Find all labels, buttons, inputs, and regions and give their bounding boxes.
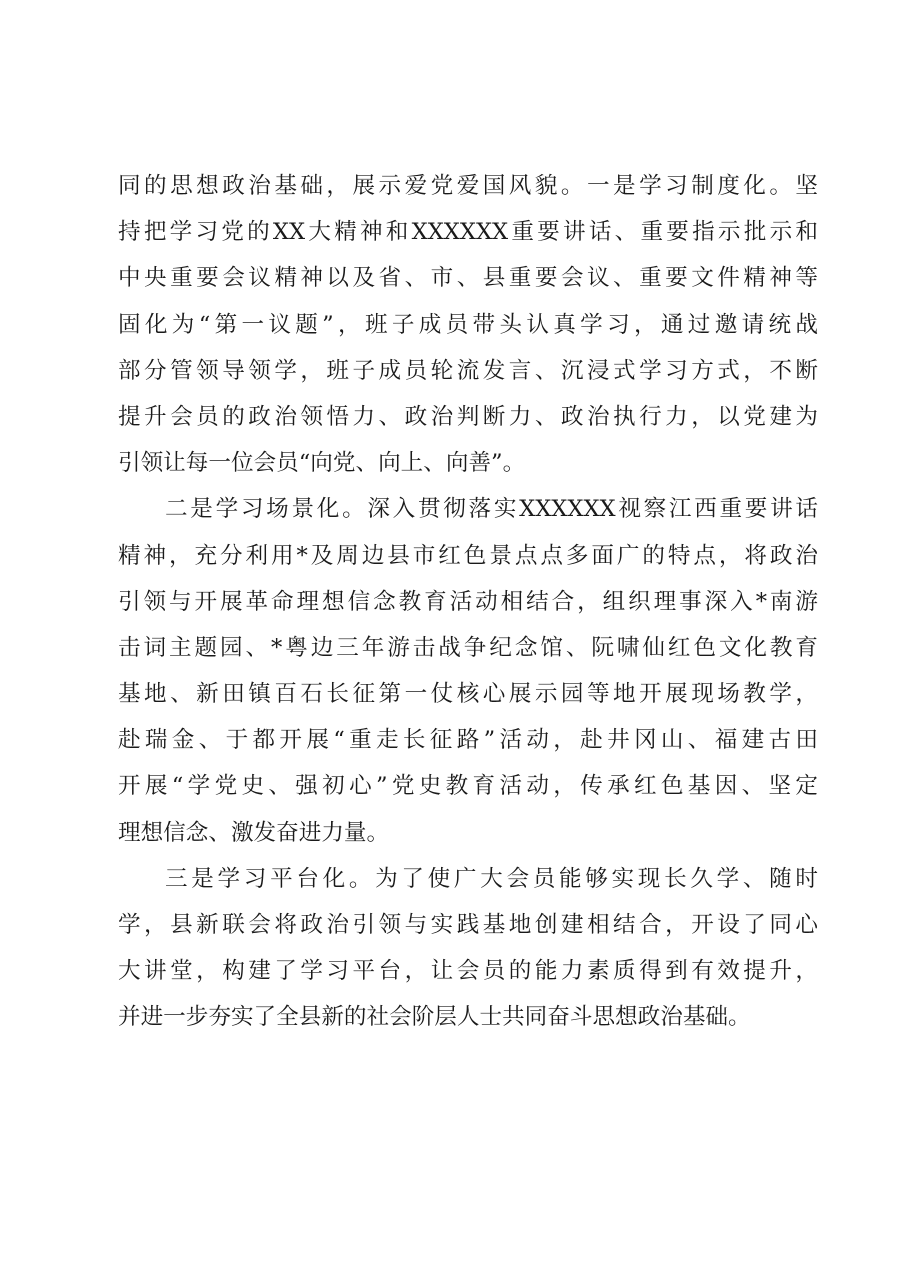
text-line: 中央重要会议精神以及省、市、县重要会议、重要文件精神等 xyxy=(118,265,818,292)
text-line: 固化为“第一议题”，班子成员带头认真学习，通过邀请统战 xyxy=(118,311,818,338)
text-line: 并进一步夯实了全县新的社会阶层人士共同奋斗思想政治基础。 xyxy=(118,1004,751,1031)
text-line: 理想信念、激发奋进力量。 xyxy=(118,819,390,846)
text-line: 击词主题园、*粤边三年游击战争纪念馆、阮啸仙红色文化教育 xyxy=(118,634,818,661)
text-line: 基地、新田镇百石长征第一仗核心展示园等地开展现场教学， xyxy=(118,681,818,708)
body-text xyxy=(118,163,818,1041)
text-line: 三是学习平台化。为了使广大会员能够实现长久学、随时 xyxy=(165,865,818,892)
paragraph-1 xyxy=(118,163,818,486)
text-line: 部分管领导领学，班子成员轮流发言、沉浸式学习方式，不断 xyxy=(118,357,818,384)
text-line: 提升会员的政治领悟力、政治判断力、政治执行力，以党建为 xyxy=(118,403,818,430)
text-line: 精神，充分利用*及周边县市红色景点点多面广的特点，将政治 xyxy=(118,542,818,569)
paragraph-2 xyxy=(118,486,818,856)
text-line: 引领与开展革命理想信念教育活动相结合，组织理事深入*南游 xyxy=(118,588,818,615)
paragraph-3 xyxy=(118,856,818,1041)
text-line: 赴瑞金、于都开展“重走长征路”活动，赴井冈山、福建古田 xyxy=(118,727,818,754)
text-line: 大讲堂，构建了学习平台，让会员的能力素质得到有效提升， xyxy=(118,958,818,985)
text-line: 二是学习场景化。深入贯彻落实XXXXXX视察江西重要讲话 xyxy=(165,496,818,523)
text-line: 引领让每一位会员“向党、向上、向善”。 xyxy=(118,450,526,477)
text-line: 持把学习党的XX大精神和XXXXXX重要讲话、重要指示批示和 xyxy=(118,219,818,246)
text-line: 学，县新联会将政治引领与实践基地创建相结合，开设了同心 xyxy=(118,912,818,938)
text-line: 开展“学党史、强初心”党史教育活动，传承红色基因、坚定 xyxy=(118,773,818,800)
text-line: 同的思想政治基础，展示爱党爱国风貌。一是学习制度化。坚 xyxy=(118,173,818,199)
